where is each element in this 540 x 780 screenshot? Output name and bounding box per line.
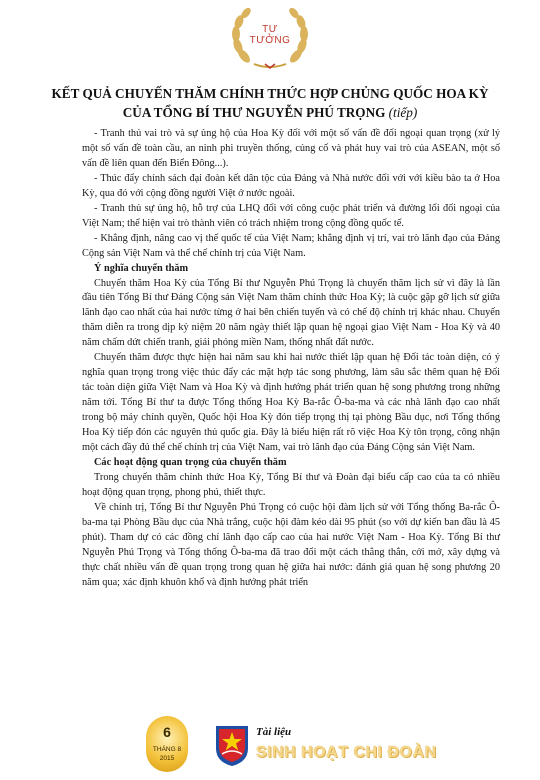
section-paragraph: Chuyến thăm Hoa Kỳ của Tổng Bí thư Nguyễn Phú Trọng là chuyến thăm lịch sử vì đây là lần đầu tiên Tổng Bí thư Đảng Cộng sản Việt Nam thăm chính thức Hoa Kỳ; là cuộc gặp gỡ lịch sử giữa lãnh đạo cao nhất của hai nước từng ở hai bên chiến tuyến và có chế độ chính trị khác nhau. Chuyến thăm diễn ra trong dịp kỷ niệm 20 năm ngày thiết lập quan hệ ngoại giao Việt Nam - Hoa Kỳ và 40 năm chấm dứt chiến tranh, giải phóng miền Nam, thống nhất đất nước. xyxy=(82,277,500,349)
bullet-paragraph: - Thúc đẩy chính sách đại đoàn kết dân tộc của Đảng và Nhà nước đối với với kiều bào ta ở Hoa Kỳ, qua đó với cộng đồng người Việt ở nước ngoài. xyxy=(82,172,500,199)
article-title-main: KẾT QUẢ CHUYẾN THĂM CHÍNH THỨC HỢP CHỦNG QUỐC HOA KỲ CỦA TỔNG BÍ THƯ NGUYỄN PHÚ TRỌNG xyxy=(51,86,489,120)
section-paragraph: Chuyến thăm được thực hiện hai năm sau khi hai nước thiết lập quan hệ Đối tác toàn diện, có ý nghĩa quan trọng trong việc thúc đẩy các mặt hợp tác song phương, làm sâu sắc thêm quan hệ Đối tác toàn diện giữa Việt Nam và Hoa Kỳ và định hướng phát triển quan hệ song phương trong những năm tới. Tổng Bí thư ta được Tổng thống Hoa Kỳ Ba-rắc Ô-ba-ma và các nhà lãnh đạo cao nhất trong bộ máy chính quyền, Quốc hội Hoa Kỳ đón tiếp trọng thị tại phòng Bầu dục, nơi Tổng thống Hoa Kỳ tiếp đón các nguyên thủ quốc gia. Đây là biểu hiện rất rõ việc Hoa Kỳ tôn trọng, công nhận một cách đầy đủ thể chế chính trị của Việt Nam, vai trò lãnh đạo của Đảng Cộng sản Việt Nam. xyxy=(82,352,500,454)
emblem-text-line1: TƯ xyxy=(262,24,278,35)
article-title xyxy=(40,84,500,122)
publication-name: SINH HOẠT CHI ĐOÀN xyxy=(256,744,437,761)
article-title-suffix: (tiếp) xyxy=(388,105,418,120)
section-heading-activities: Các hoạt động quan trọng của chuyến thăm xyxy=(94,456,287,468)
issue-badge xyxy=(146,716,188,772)
section-paragraph: Về chính trị, Tổng Bí thư Nguyễn Phú Trọng có cuộc hội đàm lịch sử với Tổng thống Ba-rắc Ô-ba-ma tại Phòng Bầu dục của Nhà trắng, cuộc hội đàm kéo dài 95 phút (so với dự kiến ban đầu là 45 phút). Tham dự có các đồng chí lãnh đạo cấp cao của hai nước Việt Nam - Hoa Kỳ. Tổng Bí thư Nguyễn Phú Trọng và Tổng thống Ô-ba-ma đã trao đổi một cách thẳng thắn, cởi mở, xây dựng và thực chất nhiều vấn đề quan trọng trong quan hệ giữa hai nước: đánh giá quan hệ song phương 20 năm qua; xác định khuôn khổ và định hướng phát triển xyxy=(82,501,500,588)
emblem-text-line2: TƯỞNG xyxy=(249,35,291,46)
tu-tuong-emblem xyxy=(214,4,326,70)
bullet-paragraph: - Tranh thủ sự ủng hộ, hỗ trợ của LHQ đối với công cuộc phát triển và đường lối đối ngoại của Việt Nam; thể hiện vai trò thành viên có trách nhiệm trong cộng đồng quốc tế. xyxy=(82,202,500,229)
issue-year: 2015 xyxy=(159,755,175,762)
article-body xyxy=(82,127,500,591)
youth-union-logo-icon xyxy=(212,722,252,768)
bullet-paragraph: - Tranh thủ vai trò và sự ủng hộ của Hoa Kỳ đối với một số vấn đề đối ngoại quan trọng (xử lý một số vấn đề toàn cầu, an ninh phi truyền thống, củng cố và phát huy vai trò của ASEAN, một số vấn đề liên quan đến Biển Đông...). xyxy=(82,128,500,169)
bullet-paragraph: - Khẳng định, nâng cao vị thế quốc tế của Việt Nam; khẳng định vị trí, vai trò lãnh đạo của Đảng Cộng sản Việt Nam và thể chế chính trị của Việt Nam. xyxy=(82,232,500,259)
footer-label: Tài liệu xyxy=(256,726,292,738)
section-paragraph: Trong chuyến thăm chính thức Hoa Kỳ, Tổng Bí thư và Đoàn đại biểu cấp cao của ta có nhiều hoạt động quan trọng, phong phú, thiết thực. xyxy=(82,471,500,498)
issue-month: THÁNG 8 xyxy=(152,746,182,753)
page-number: 6 xyxy=(163,724,171,740)
section-heading-significance: Ý nghĩa chuyến thăm xyxy=(94,262,189,274)
